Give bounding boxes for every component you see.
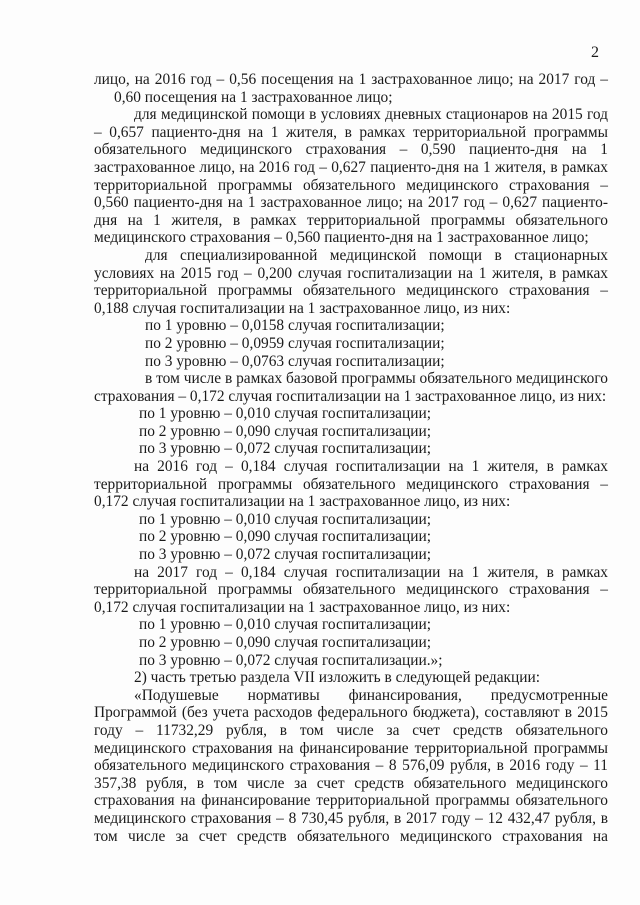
list-item-level-3: по 3 уровню – 0,072 случая госпитализации; (139, 546, 431, 564)
list-item-level-2: по 2 уровню – 0,090 случая госпитализации; (139, 634, 431, 651)
list-item-level-1: по 1 уровню – 0,010 случая госпитализации; (139, 510, 431, 528)
list-item-level-3: по 3 уровню – 0,072 случая госпитализации; (139, 440, 431, 458)
paragraph-2016: на 2016 год – 0,184 случая госпитализации на 1 жителя, в рамках территориальной программы обязательного медицинского страхования – 0,172 случая госпитализации на 1 застрахованное лицо, из них: (94, 458, 608, 511)
list-item-level-2: по 2 уровню – 0,090 случая госпитализации; (139, 422, 431, 440)
document-body (94, 71, 608, 845)
paragraph-basic-program: в том числе в рамках базовой программы обязательного медицинского страхования – 0,172 случая госпитализации на 1 застрахованное лицо, из них: (94, 370, 608, 405)
paragraph-specialized-care-2015: для специализированной медицинской помощи в стационарных условиях на 2015 год – 0,200 случая госпитализации на 1 жителя, в рамках территориальной программы обязательного медицинского страхования – 0,188 случая госпитализации на 1 застрахованное лицо, из них: (94, 246, 608, 317)
paragraph-2017: на 2017 год – 0,184 случая госпитализации на 1 жителя, в рамках территориальной программы обязательного медицинского страхования – 0,172 случая госпитализации на 1 застрахованное лицо, из них: (94, 563, 608, 616)
paragraph-day-hospital: для медицинской помощи в условиях дневных стационаров на 2015 год – 0,657 пациенто-дня на 1 жителя, в рамках территориальной программы обязательного медицинского страхования – 0,590 пациенто-дня на 1 застрахованное лицо, на 2016 год – 0,627 пациенто-дня на 1 жителя, в рамках территориальной программы обязательного медицинского страхования – 0,560 пациенто-дня на 1 застрахованное лицо; на 2017 год – 0,627 пациенто-дня на 1 жителя, в рамках территориальной программы обязательного медицинского страхования – 0,560 пациенто-дня на 1 застрахованное лицо; (94, 106, 608, 247)
list-item-level-3: по 3 уровню – 0,072 случая госпитализации.»; (139, 651, 443, 669)
paragraph-amendment-part-three: 2) часть третью раздела VII изложить в следующей редакции: (134, 669, 541, 687)
list-item-level-1: по 1 уровню – 0,010 случая госпитализации; (139, 616, 431, 634)
paragraph-per-capita-norms: «Подушевые нормативы финансирования, предусмотренные Программой (без учета расходов федерального бюджета), составляют в 2015 году – 11732,29 рубля, в том числе за счет средств обязательного медицинского страхования на финансирование территориальной программы обязательного медицинского страхования – 8 576,09 рубля, в 2016 году – 11 357,38 рубля, в том числе за счет средств обязательного медицинского страхования на финансирование территориальной программы обязательного медицинского страхования – 8 730,45 рубля, в 2017 году – 12 432,47 рубля, в том числе за счет средств обязательного медицинского страхования на (94, 686, 608, 845)
paragraph-outpatient-continued: лицо, на 2016 год – 0,56 посещения на 1 застрахованное лицо; на 2017 год – 0,60 посещения на 1 застрахованное лицо; (94, 71, 608, 106)
list-item-level-1: по 1 уровню – 0,0158 случая госпитализации; (145, 317, 445, 335)
list-item-level-1: по 1 уровню – 0,010 случая госпитализации; (139, 405, 431, 423)
page-number: 2 (591, 44, 599, 61)
list-item-level-2: по 2 уровню – 0,0959 случая госпитализации; (145, 334, 445, 352)
list-item-level-3: по 3 уровню – 0,0763 случая госпитализации; (145, 352, 445, 370)
list-item-level-2: по 2 уровню – 0,090 случая госпитализации; (139, 528, 431, 546)
